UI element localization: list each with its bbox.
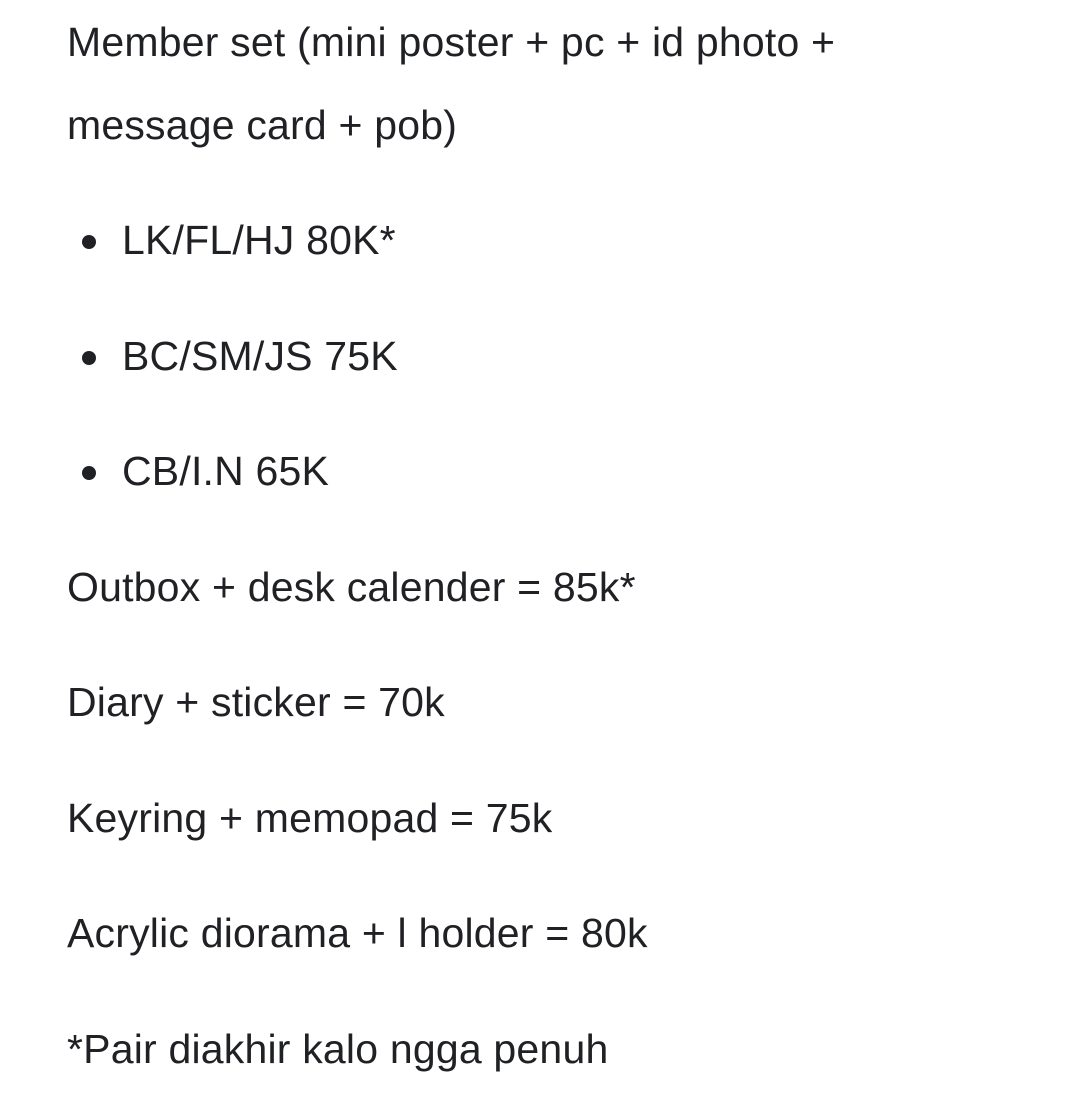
bullet-icon <box>82 466 96 480</box>
intro-line-1: Member set (mini poster + pc + id photo + <box>67 19 836 65</box>
item-line: Outbox + desk calender = 85k* <box>67 564 636 610</box>
footnote: *Pair diakhir kalo ngga penuh <box>67 1026 609 1072</box>
bullet-icon <box>82 351 96 365</box>
list-item-text: LK/FL/HJ 80K* <box>122 217 396 263</box>
list-item <box>67 215 667 265</box>
item-line: Keyring + memopad = 75k <box>67 795 553 841</box>
list-item <box>67 331 667 381</box>
list-item-text: BC/SM/JS 75K <box>122 333 398 379</box>
intro-line-2: message card + pob) <box>67 102 458 148</box>
list-item <box>67 446 667 496</box>
list-item-text: CB/I.N 65K <box>122 448 330 494</box>
bullet-icon <box>82 235 96 249</box>
item-line: Acrylic diorama + l holder = 80k <box>67 910 648 956</box>
item-line: Diary + sticker = 70k <box>67 679 445 725</box>
